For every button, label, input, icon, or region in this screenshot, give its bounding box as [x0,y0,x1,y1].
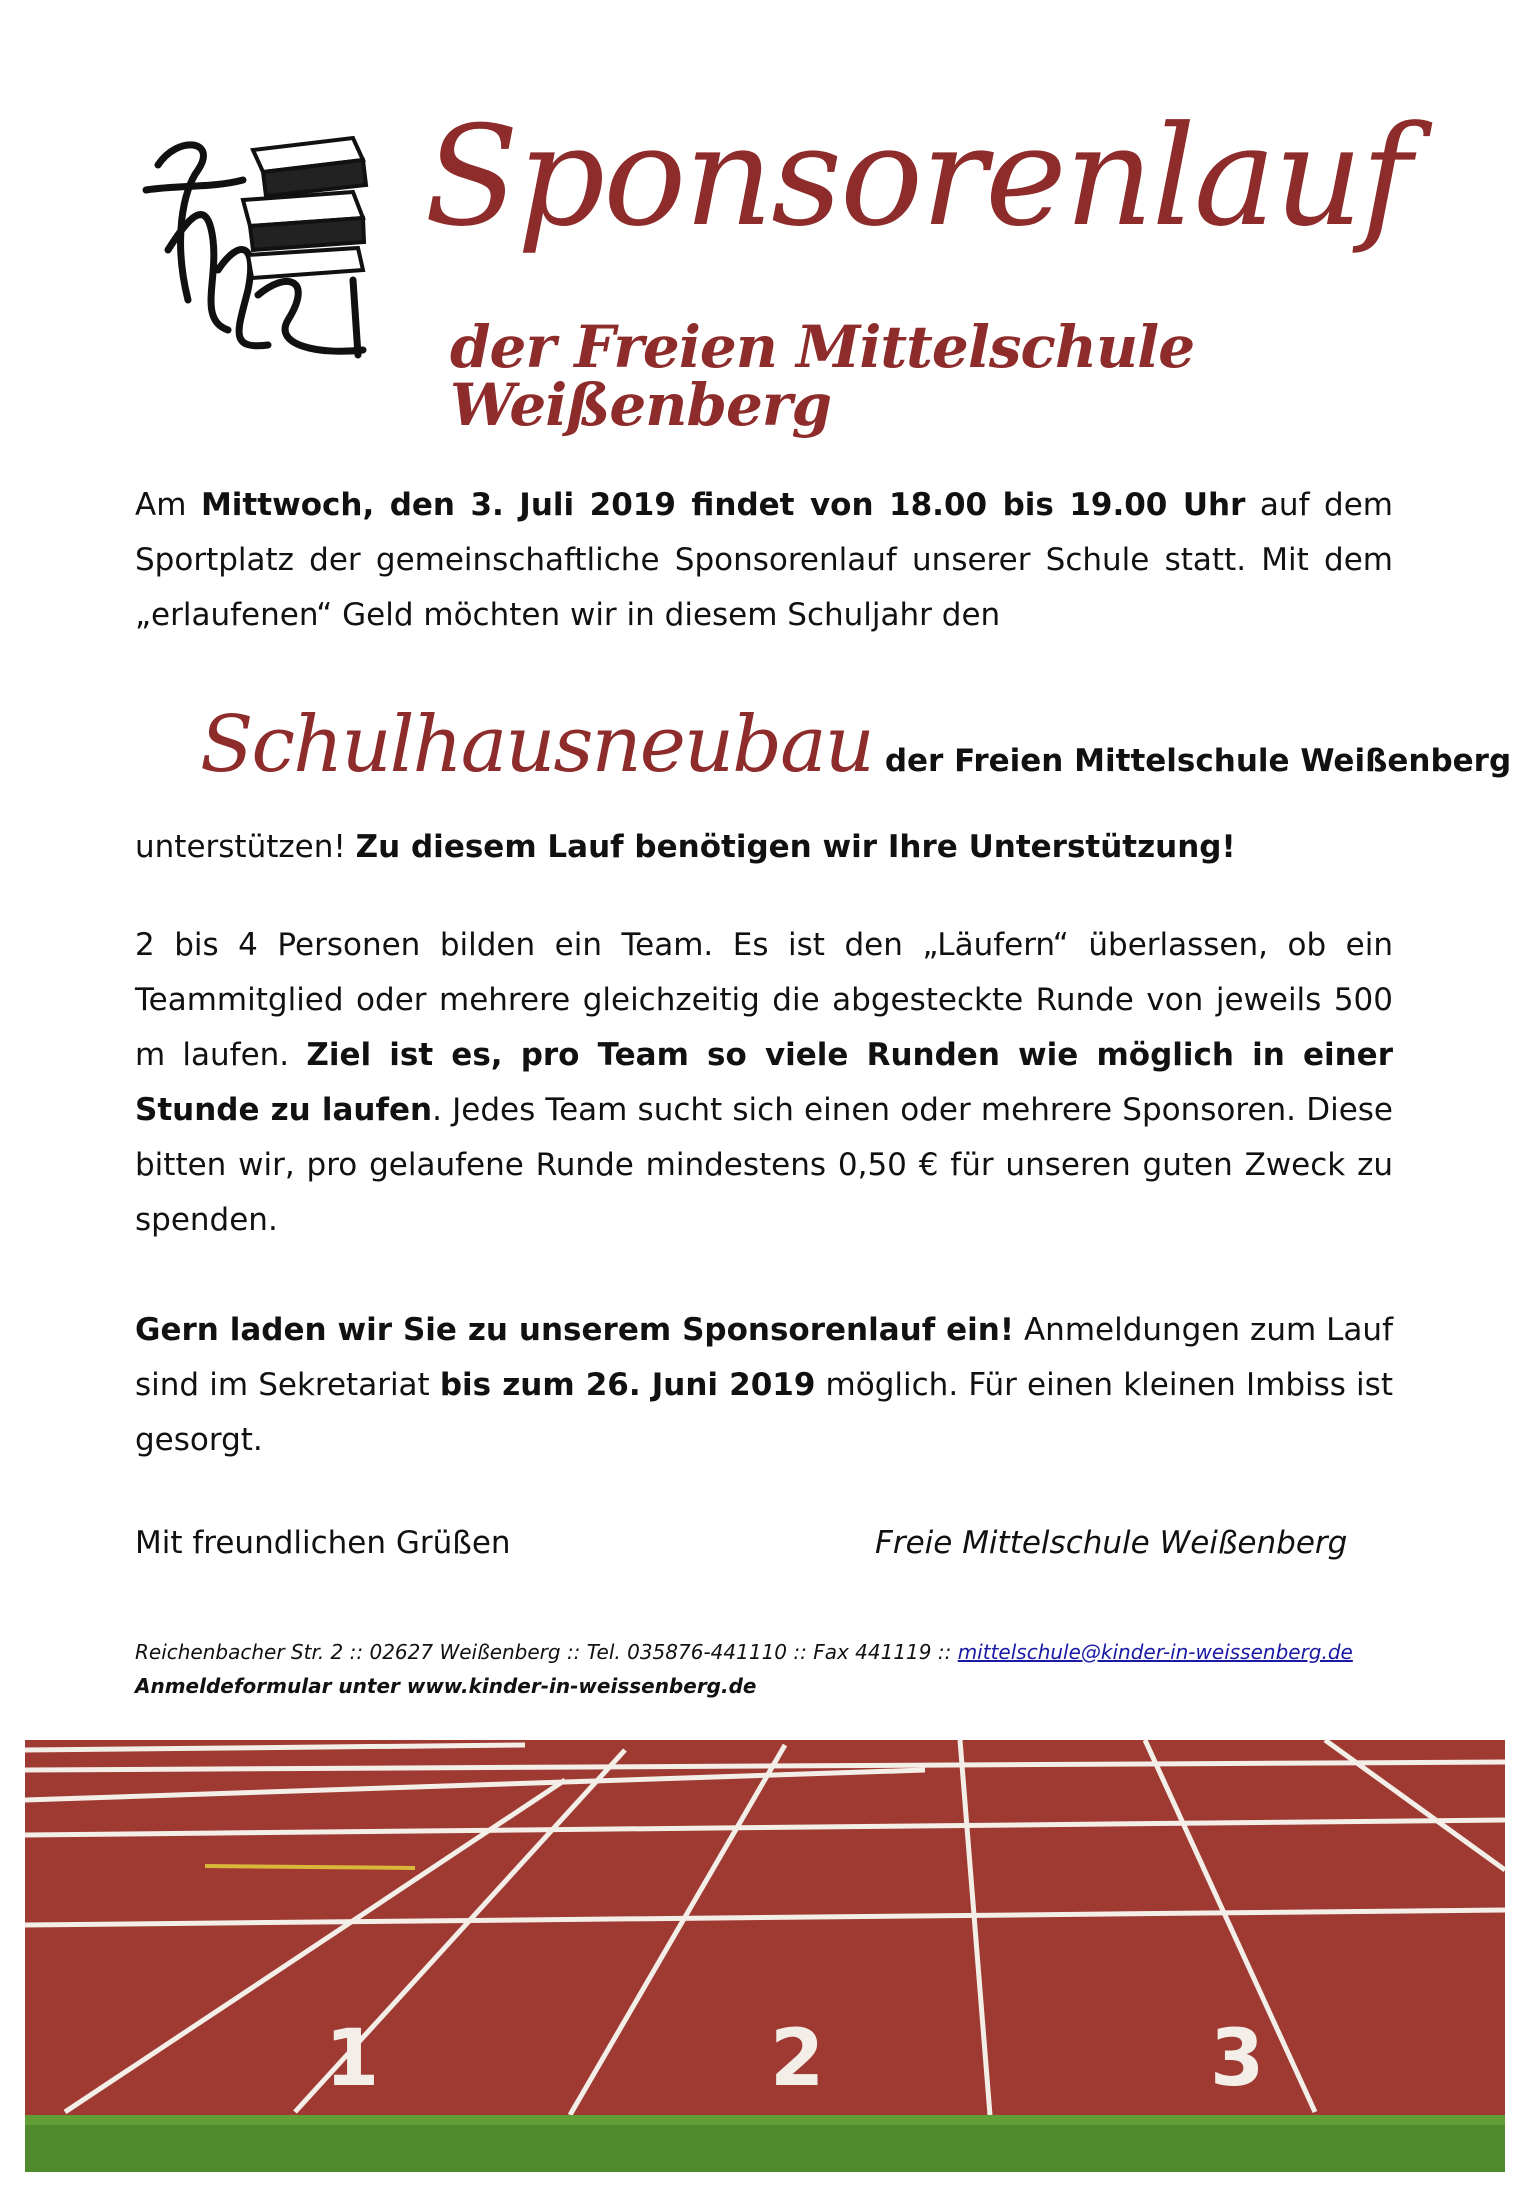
lane-number-2: 2 [770,2014,825,2104]
track-surface [25,1740,1505,2140]
intro-date: Mittwoch, den 3. Juli 2019 findet von 18.00 bis 19.00 Uhr [200,487,1246,523]
intro-text-1: Am [135,487,201,523]
rules-text-1: 2 bis 4 Personen bilden ein Team. Es ist den „Läufern“ überlassen, ob ein Teammitglied oder mehrere gleichzeitig die abgesteckte Runde von jeweils 500 m laufen. [135,927,1393,1073]
invite-deadline: bis zum 26. Juni 2019 [439,1367,816,1403]
support-text: unterstützen! [135,829,356,865]
project-highlight [200,700,1511,790]
project-school: der Freien Mittelschule Weißenberg [884,743,1512,779]
closing-greeting: Mit freundlichen Grüßen [135,1525,511,1561]
invite-text-2: möglich. Für einen kleinen Imbiss ist gesorgt. [135,1367,1393,1458]
intro-text-2: auf dem Sportplatz der gemeinschaftliche Sponsorenlauf unserer Schule statt. Mit dem „erlaufenen“ Geld möchten wir in diesem Schuljahr den [135,487,1393,633]
closing-signature: Freie Mittelschule Weißenberg [875,1525,1348,1561]
invite-headline: Gern laden wir Sie zu unserem Sponsorenlauf ein! [135,1312,1014,1348]
lane-number-3: 3 [1210,2014,1265,2104]
footer-contact [135,1640,1353,1664]
rules-goal: Ziel ist es, pro Team so viele Runden wie möglich in einer Stunde zu laufen [135,1037,1393,1128]
running-track-image [25,1740,1505,2172]
footer-address: Reichenbacher Str. 2 :: 02627 Weißenberg :: Tel. 035876-441110 :: Fax 441119 :: [135,1640,958,1664]
project-name: Schulhausneubau [200,700,873,790]
intro-paragraph [135,478,1393,643]
page-subtitle: der Freien Mittelschule Weißenberg [450,313,1195,439]
support-paragraph [135,820,1393,875]
school-logo [138,130,388,380]
support-request: Zu diesem Lauf benötigen wir Ihre Unterstützung! [355,829,1236,865]
invite-text-1: Anmeldungen zum Lauf sind im Sekretariat [135,1312,1393,1403]
invite-paragraph [135,1303,1393,1468]
footer-form-note: Anmeldeformular unter www.kinder-in-weissenberg.de [135,1674,757,1698]
rules-text-2: . Jedes Team sucht sich einen oder mehrere Sponsoren. Diese bitten wir, pro gelaufene Runde mindestens 0,50 € für unseren guten Zweck zu spenden. [135,1092,1393,1238]
rules-paragraph [135,918,1393,1248]
email-link[interactable]: mittelschule@kinder-in-weissenberg.de [957,1640,1353,1664]
page-title: Sponsorenlauf [424,96,1410,257]
lane-number-1: 1 [325,2014,380,2104]
